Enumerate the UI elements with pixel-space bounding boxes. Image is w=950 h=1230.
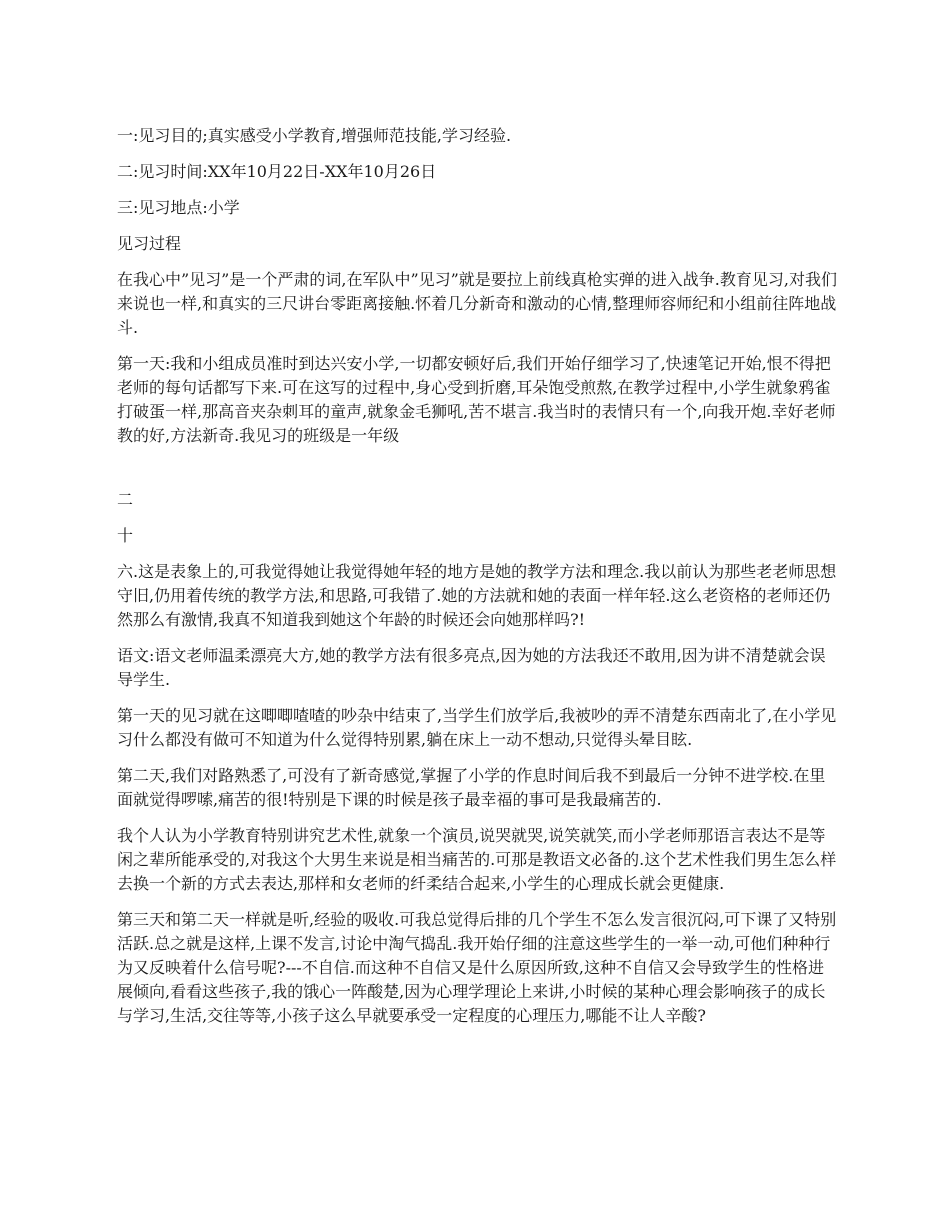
day-one-paragraph: 第一天:我和小组成员准时到达兴安小学,一切都安顿好后,我们开始仔细学习了,快速笔记开始,恨不得把老师的每句话都写下来.可在这写的过程中,身心受到折磨,耳朵饱受煎熬,在教学过程中,小学生就象鸦雀打破蛋一样,那高音夹杂刺耳的童声,就象金毛狮吼,苦不堪言.我当时的表情只有一个,向我开炮.幸好老师教的好,方法新奇.我见习的班级是一年级: [117, 354, 836, 445]
time-line: 二:见习时间:XX年10月22日-XX年10月26日: [117, 162, 437, 181]
day-three-paragraph: 第三天和第二天一样就是听,经验的吸收.可我总觉得后排的几个学生不怎么发言很沉闷,可下课了又特别活跃.总之就是这样,上课不发言,讨论中淘气捣乱.我开始仔细的注意这些学生的一举一动,可他们种种行为又反映着什么信号呢?---不自信.而这种不自信又是什么原因所致,这种不自信又会导致学生的性格进展倾向,看看这些孩子,我的饿心一阵酸楚,因为心理学理论上来讲,小时候的某种心理会影响孩子的成长与学习,生活,交往等等,小孩子这么早就要承受一定程度的心理压力,哪能不让人辛酸?: [117, 910, 837, 1025]
teacher-paragraph: 六.这是表象上的,可我觉得她让我觉得她年轻的地方是她的教学方法和理念.我以前认为那些老老师思想守旧,仍用着传统的教学方法,和思路,可我错了.她的方法就和她的表面一样年轻.这么老资格的老师还仍然那么有激情,我真不知道我到她这个年龄的时候还会向她那样吗?!: [117, 562, 837, 629]
day-one-end-paragraph: 第一天的见习就在这唧唧喳喳的吵杂中结束了,当学生们放学后,我被吵的弄不清楚东西南北了,在小学见习什么都没有做可不知道为什么觉得特别累,躺在床上一动不想动,只觉得头晕目眩.: [117, 706, 837, 749]
fragment-two: 二: [117, 490, 134, 509]
day-two-paragraph: 第二天,我们对路熟悉了,可没有了新奇感觉,掌握了小学的作息时间后我不到最后一分钟不进学校.在里面就觉得啰嗦,痛苦的很!特别是下课的时候是孩子最幸福的事可是我最痛苦的.: [117, 766, 826, 809]
purpose-line: 一:见习目的;真实感受小学教育,增强师范技能,学习经验.: [117, 126, 512, 145]
fragment-ten: 十: [117, 526, 134, 545]
chinese-teacher-paragraph: 语文:语文老师温柔漂亮大方,她的教学方法有很多亮点,因为她的方法我还不敢用,因为讲不清楚就会误导学生.: [117, 646, 826, 689]
location-line: 三:见习地点:小学: [117, 198, 240, 217]
art-paragraph: 我个人认为小学教育特别讲究艺术性,就象一个演员,说哭就哭,说笑就笑,而小学老师那语言表达不是等闲之辈所能承受的,对我这个大男生来说是相当痛苦的.可那是教语文必备的.这个艺术性我们男生怎么样去换一个新的方式去表达,那样和女老师的纤柔结合起来,小学生的心理成长就会更健康.: [117, 826, 837, 893]
intro-paragraph: 在我心中”见习”是一个严肃的词,在军队中”见习”就是要拉上前线真枪实弹的进入战争.教育见习,对我们来说也一样,和真实的三尺讲台零距离接触.怀着几分新奇和激动的心情,整理师容师纪和小组前往阵地战斗.: [117, 270, 837, 337]
document-body: [117, 124, 837, 1028]
section-heading: 见习过程: [117, 234, 182, 253]
